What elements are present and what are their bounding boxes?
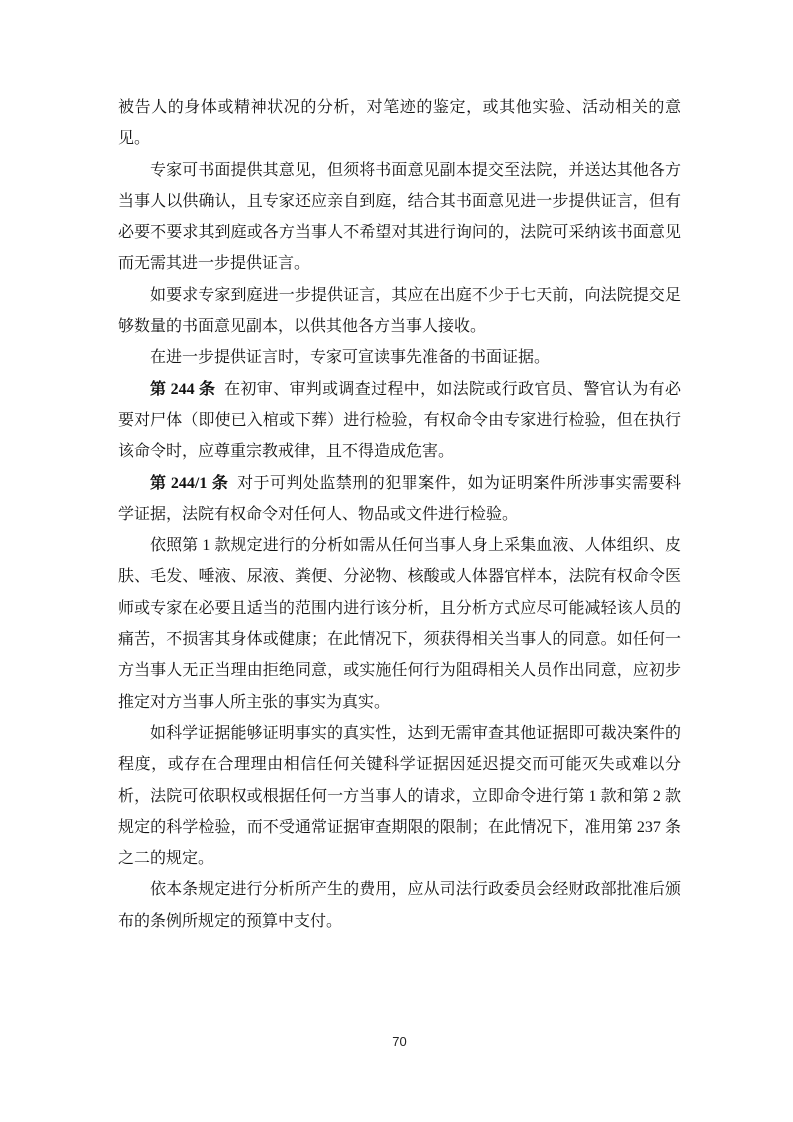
paragraph xyxy=(118,155,681,280)
paragraph-text: 专家可书面提供其意见，但须将书面意见副本提交至法院，并送达其他各方当事人以供确认，且专家还应亲自到庭，结合其书面意见进一步提供证言，但有必要不要求其到庭或各方当事人不希望对其进行询问的，法院可采纳该书面意见而无需其进一步提供证言。 xyxy=(118,161,681,273)
paragraph xyxy=(118,280,681,343)
paragraph xyxy=(118,874,681,937)
article-number: 第 244 条 xyxy=(150,380,216,398)
paragraph xyxy=(118,530,681,718)
article-number: 第 244/1 条 xyxy=(150,474,229,492)
paragraph-text: 依本条规定进行分析所产生的费用，应从司法行政委员会经财政部批准后颁布的条例所规定的预算中支付。 xyxy=(118,881,681,930)
paragraph-text: 对于可判处监禁刑的犯罪案件，如为证明案件所涉事实需要科学证据，法院有权命令对任何人、物品或文件进行检验。 xyxy=(118,474,681,523)
document-body xyxy=(118,92,681,937)
paragraph xyxy=(118,468,681,531)
paragraph xyxy=(118,718,681,874)
paragraph-text: 在进一步提供证言时，专家可宣读事先准备的书面证据。 xyxy=(150,349,551,367)
paragraph-text: 被告人的身体或精神状况的分析，对笔迹的鉴定，或其他实验、活动相关的意见。 xyxy=(118,99,681,148)
page-footer xyxy=(118,1033,681,1051)
page-number: 70 xyxy=(392,1034,407,1049)
paragraph xyxy=(118,92,681,155)
paragraph xyxy=(118,342,681,373)
paragraph-text: 如科学证据能够证明事实的真实性，达到无需审查其他证据即可裁决案件的程度，或存在合理理由相信任何关键科学证据因延迟提交而可能灭失或难以分析，法院可依职权或根据任何一方当事人的请求，立即命令进行第 1 款和第 2 款规定的科学检验，而不受通常证据审查期限的限制；在此情况下，准用第 237 条之二的规定。 xyxy=(118,724,681,868)
paragraph-text: 依照第 1 款规定进行的分析如需从任何当事人身上采集血液、人体组织、皮肤、毛发、唾液、尿液、粪便、分泌物、核酸或人体器官样本，法院有权命令医师或专家在必要且适当的范围内进行该分析，且分析方式应尽可能减轻该人员的痛苦，不损害其身体或健康；在此情况下，须获得相关当事人的同意。如任何一方当事人无正当理由拒绝同意，或实施任何行为阻碍相关人员作出同意，应初步推定对方当事人所主张的事实为真实。 xyxy=(118,537,681,711)
paragraph-text: 在初审、审判或调查过程中，如法院或行政官员、警官认为有必要对尸体（即使已入棺或下葬）进行检验，有权命令由专家进行检验，但在执行该命令时，应尊重宗教戒律，且不得造成危害。 xyxy=(118,380,681,461)
paragraph xyxy=(118,374,681,468)
paragraph-text: 如要求专家到庭进一步提供证言，其应在出庭不少于七天前，向法院提交足够数量的书面意见副本，以供其他各方当事人接收。 xyxy=(118,286,681,336)
